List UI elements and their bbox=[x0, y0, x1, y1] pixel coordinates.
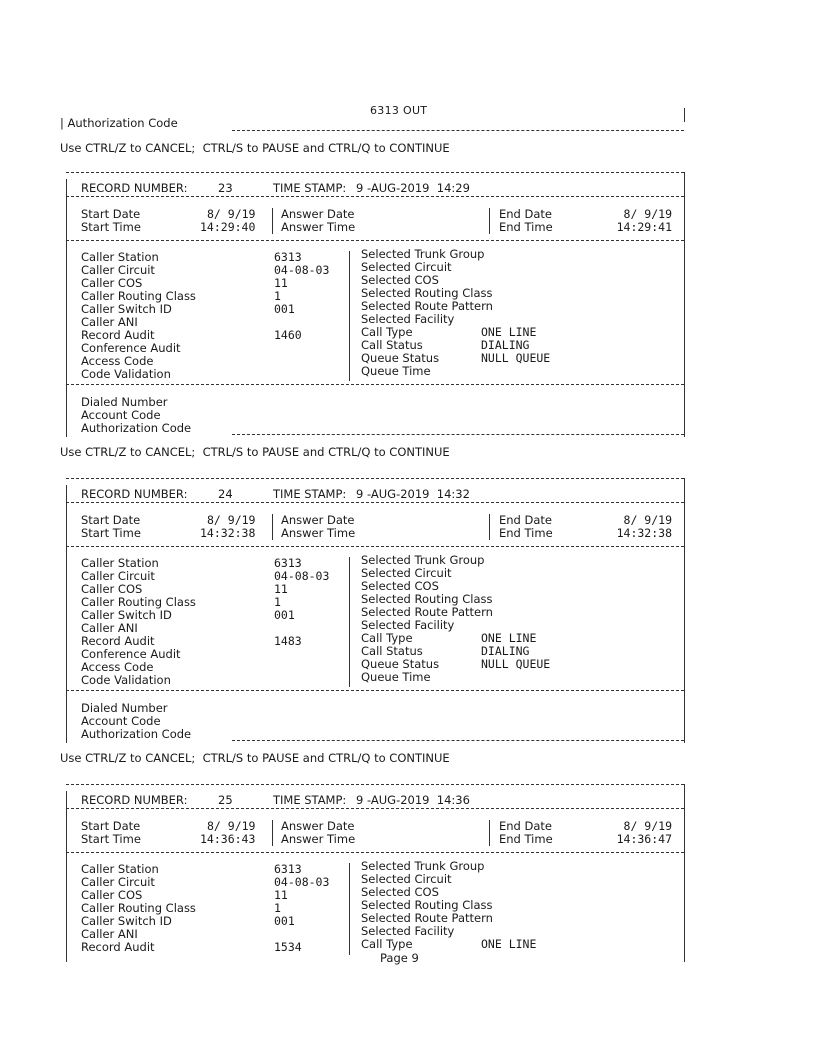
record-audit-label: Record Audit bbox=[81, 940, 155, 954]
answer-time-label: Answer Time bbox=[281, 220, 356, 234]
time-stamp-label: TIME STAMP: bbox=[273, 181, 347, 195]
end-date-label: End Date bbox=[499, 819, 552, 833]
caller-circuit: 04-08-03 bbox=[274, 263, 330, 277]
conference-audit-label: Conference Audit bbox=[81, 647, 181, 661]
call-type: ONE LINE bbox=[481, 325, 537, 339]
caller-circuit-label: Caller Circuit bbox=[81, 875, 155, 889]
top-right-bar bbox=[684, 108, 685, 122]
authorization-code-label: Authorization Code bbox=[81, 727, 192, 741]
queue-status-label: Queue Status bbox=[361, 351, 440, 365]
queue-status-label: Queue Status bbox=[361, 657, 440, 671]
page-number: Page 9 bbox=[380, 951, 419, 965]
end-date: 8/ 9/19 bbox=[623, 819, 672, 833]
record-audit: 1483 bbox=[274, 634, 302, 648]
caller-cos-label: Caller COS bbox=[81, 888, 143, 902]
selected-route-pattern-label: Selected Route Pattern bbox=[361, 299, 493, 313]
answer-date-label: Answer Date bbox=[281, 207, 355, 221]
answer-time-label: Answer Time bbox=[281, 526, 356, 540]
record-number: 23 bbox=[218, 181, 233, 195]
record-number: 25 bbox=[218, 793, 233, 807]
selected-route-pattern-label: Selected Route Pattern bbox=[361, 605, 493, 619]
start-date-label: Start Date bbox=[81, 513, 141, 527]
start-time-label: Start Time bbox=[81, 526, 141, 540]
account-code-label: Account Code bbox=[81, 714, 161, 728]
record-number-label: RECORD NUMBER: bbox=[81, 487, 188, 501]
call-status: DIALING bbox=[481, 338, 530, 352]
caller-circuit-label: Caller Circuit bbox=[81, 263, 155, 277]
call-type-label: Call Type bbox=[361, 325, 413, 339]
start-date-label: Start Date bbox=[81, 819, 141, 833]
queue-time-label: Queue Time bbox=[361, 364, 431, 378]
record-number: 24 bbox=[218, 487, 233, 501]
record-number-label: RECORD NUMBER: bbox=[81, 793, 188, 807]
caller-cos-label: Caller COS bbox=[81, 582, 143, 596]
answer-date-label: Answer Date bbox=[281, 819, 355, 833]
account-code-label: Account Code bbox=[81, 408, 161, 422]
call-status-label: Call Status bbox=[361, 338, 423, 352]
end-date: 8/ 9/19 bbox=[623, 513, 672, 527]
caller-station: 6313 bbox=[274, 862, 302, 876]
end-date-label: End Date bbox=[499, 207, 552, 221]
selected-circuit-label: Selected Circuit bbox=[361, 260, 452, 274]
selected-facility-label: Selected Facility bbox=[361, 618, 455, 632]
time-stamp-label: TIME STAMP: bbox=[273, 487, 347, 501]
selected-cos-label: Selected COS bbox=[361, 885, 439, 899]
selected-trunk-group-label: Selected Trunk Group bbox=[361, 553, 485, 567]
caller-routing-class: 1 bbox=[274, 595, 281, 609]
selected-facility-label: Selected Facility bbox=[361, 312, 455, 326]
record-audit-label: Record Audit bbox=[81, 634, 155, 648]
continue-message: Use CTRL/Z to CANCEL; CTRL/S to PAUSE and CTRL/Q to CONTINUE bbox=[60, 445, 450, 459]
call-type: ONE LINE bbox=[481, 937, 537, 951]
continue-message: Use CTRL/Z to CANCEL; CTRL/S to PAUSE and CTRL/Q to CONTINUE bbox=[60, 751, 450, 765]
caller-switch-id: 001 bbox=[274, 914, 295, 928]
caller-routing-class: 1 bbox=[274, 289, 281, 303]
selected-routing-class-label: Selected Routing Class bbox=[361, 592, 493, 606]
caller-station-label: Caller Station bbox=[81, 556, 159, 570]
selected-routing-class-label: Selected Routing Class bbox=[361, 898, 493, 912]
caller-cos: 11 bbox=[274, 888, 288, 902]
end-time: 14:32:38 bbox=[616, 526, 672, 540]
access-code-label: Access Code bbox=[81, 354, 154, 368]
end-time: 14:36:47 bbox=[616, 832, 672, 846]
caller-switch-id-label: Caller Switch ID bbox=[81, 302, 172, 316]
end-time-label: End Time bbox=[499, 526, 553, 540]
caller-cos: 11 bbox=[274, 582, 288, 596]
end-time-label: End Time bbox=[499, 220, 553, 234]
caller-switch-id: 001 bbox=[274, 608, 295, 622]
call-status: DIALING bbox=[481, 644, 530, 658]
end-time: 14:29:41 bbox=[616, 220, 672, 234]
caller-station-label: Caller Station bbox=[81, 250, 159, 264]
start-date: 8/ 9/19 bbox=[207, 819, 256, 833]
selected-trunk-group-label: Selected Trunk Group bbox=[361, 859, 485, 873]
end-date-label: End Date bbox=[499, 513, 552, 527]
answer-time-label: Answer Time bbox=[281, 832, 356, 846]
conference-audit-label: Conference Audit bbox=[81, 341, 181, 355]
divider bbox=[232, 130, 684, 131]
caller-circuit-label: Caller Circuit bbox=[81, 569, 155, 583]
time-stamp: 9 -AUG-2019 14:36 bbox=[356, 793, 470, 807]
queue-status: NULL QUEUE bbox=[481, 657, 551, 671]
caller-station: 6313 bbox=[274, 250, 302, 264]
start-time-label: Start Time bbox=[81, 832, 141, 846]
caller-switch-id-label: Caller Switch ID bbox=[81, 608, 172, 622]
selected-circuit-label: Selected Circuit bbox=[361, 872, 452, 886]
end-date: 8/ 9/19 bbox=[623, 207, 672, 221]
end-time-label: End Time bbox=[499, 832, 553, 846]
caller-ani-label: Caller ANI bbox=[81, 315, 138, 329]
time-stamp-label: TIME STAMP: bbox=[273, 793, 347, 807]
caller-station-label: Caller Station bbox=[81, 862, 159, 876]
selected-cos-label: Selected COS bbox=[361, 273, 439, 287]
start-date-label: Start Date bbox=[81, 207, 141, 221]
record-audit: 1534 bbox=[274, 940, 302, 954]
selected-facility-label: Selected Facility bbox=[361, 924, 455, 938]
selected-routing-class-label: Selected Routing Class bbox=[361, 286, 493, 300]
caller-switch-id-label: Caller Switch ID bbox=[81, 914, 172, 928]
caller-cos-label: Caller COS bbox=[81, 276, 143, 290]
code-validation-label: Code Validation bbox=[81, 673, 171, 687]
caller-circuit: 04-08-03 bbox=[274, 875, 330, 889]
queue-time-label: Queue Time bbox=[361, 670, 431, 684]
record-audit-label: Record Audit bbox=[81, 328, 155, 342]
dialed-number-label: Dialed Number bbox=[81, 701, 168, 715]
call-type-label: Call Type bbox=[361, 631, 413, 645]
start-time: 14:36:43 bbox=[200, 832, 256, 846]
start-date: 8/ 9/19 bbox=[207, 513, 256, 527]
call-status-label: Call Status bbox=[361, 644, 423, 658]
caller-ani-label: Caller ANI bbox=[81, 927, 138, 941]
caller-switch-id: 001 bbox=[274, 302, 295, 316]
access-code-label: Access Code bbox=[81, 660, 154, 674]
selected-circuit-label: Selected Circuit bbox=[361, 566, 452, 580]
authorization-code-label: Authorization Code bbox=[81, 421, 192, 435]
start-time: 14:29:40 bbox=[200, 220, 256, 234]
caller-circuit: 04-08-03 bbox=[274, 569, 330, 583]
caller-routing-class-label: Caller Routing Class bbox=[81, 595, 196, 609]
caller-routing-class-label: Caller Routing Class bbox=[81, 289, 196, 303]
caller-cos: 11 bbox=[274, 276, 288, 290]
selected-route-pattern-label: Selected Route Pattern bbox=[361, 911, 493, 925]
time-stamp: 9 -AUG-2019 14:29 bbox=[356, 181, 470, 195]
record-number-label: RECORD NUMBER: bbox=[81, 181, 188, 195]
queue-status: NULL QUEUE bbox=[481, 351, 551, 365]
dialed-number-label: Dialed Number bbox=[81, 395, 168, 409]
page-title: 6313 OUT bbox=[370, 104, 428, 117]
record-audit: 1460 bbox=[274, 328, 302, 342]
caller-ani-label: Caller ANI bbox=[81, 621, 138, 635]
caller-routing-class: 1 bbox=[274, 901, 281, 915]
start-date: 8/ 9/19 bbox=[207, 207, 256, 221]
time-stamp: 9 -AUG-2019 14:32 bbox=[356, 487, 470, 501]
start-time: 14:32:38 bbox=[200, 526, 256, 540]
caller-station: 6313 bbox=[274, 556, 302, 570]
selected-trunk-group-label: Selected Trunk Group bbox=[361, 247, 485, 261]
call-type: ONE LINE bbox=[481, 631, 537, 645]
top-authorization-line: | Authorization Code bbox=[60, 116, 178, 130]
start-time-label: Start Time bbox=[81, 220, 141, 234]
call-type-label: Call Type bbox=[361, 937, 413, 951]
continue-message: Use CTRL/Z to CANCEL; CTRL/S to PAUSE and CTRL/Q to CONTINUE bbox=[60, 141, 450, 155]
selected-cos-label: Selected COS bbox=[361, 579, 439, 593]
caller-routing-class-label: Caller Routing Class bbox=[81, 901, 196, 915]
code-validation-label: Code Validation bbox=[81, 367, 171, 381]
answer-date-label: Answer Date bbox=[281, 513, 355, 527]
